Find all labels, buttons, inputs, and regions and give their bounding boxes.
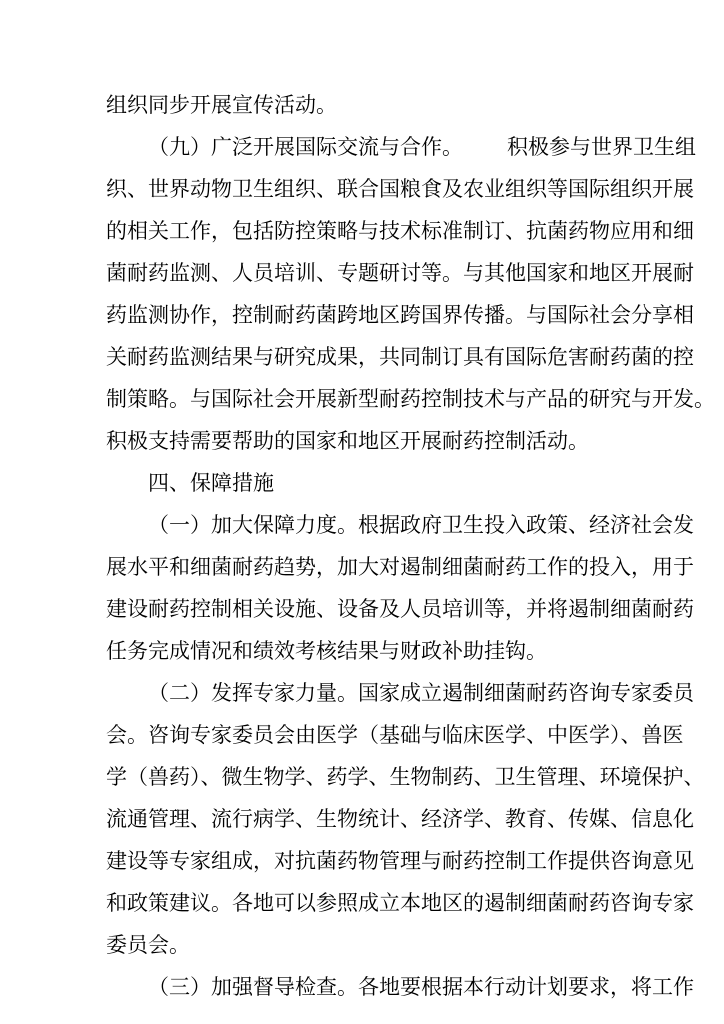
text-line: 学（兽药）、微生物学、药学、生物制药、卫生管理、环境保护、	[106, 765, 705, 789]
text-line: 建设耐药控制相关设施、设备及人员培训等，并将遏制细菌耐药	[106, 597, 694, 621]
text-segment: 积极参与世界卫生组	[507, 135, 696, 159]
text-line: 建设等专家组成，对抗菌药物管理与耐药控制工作提供咨询意见	[106, 849, 694, 873]
text-line: （三）加强督导检查。各地要根据本行动计划要求，将工作	[148, 975, 694, 999]
text-line: 积极支持需要帮助的国家和地区开展耐药控制活动。	[106, 429, 589, 453]
text-line: 关耐药监测结果与研究成果，共同制订具有国际危害耐药菌的控	[106, 345, 694, 369]
text-line: 任务完成情况和绩效考核结果与财政补助挂钩。	[106, 639, 547, 663]
text-line: 制策略。与国际社会开展新型耐药控制技术与产品的研究与开发。	[106, 387, 715, 411]
text-line	[148, 130, 696, 164]
text-line: 展水平和细菌耐药趋势，加大对遏制细菌耐药工作的投入，用于	[106, 555, 694, 579]
text-line: （二）发挥专家力量。国家成立遏制细菌耐药咨询专家委员	[148, 681, 694, 705]
text-line: 和政策建议。各地可以参照成立本地区的遏制细菌耐药咨询专家	[106, 891, 694, 915]
text-line: 药监测协作，控制耐药菌跨地区跨国界传播。与国际社会分享相	[106, 303, 694, 327]
text-line: （一）加大保障力度。根据政府卫生投入政策、经济社会发	[148, 513, 694, 537]
section-heading-nine: （九）广泛开展国际交流与合作。	[148, 135, 463, 159]
text-line: 织、世界动物卫生组织、联合国粮食及农业组织等国际组织开展	[106, 177, 694, 201]
text-line: 流通管理、流行病学、生物统计、经济学、教育、传媒、信息化	[106, 807, 694, 831]
text-line: 组织同步开展宣传活动。	[106, 93, 337, 117]
text-line: 委员会。	[106, 933, 190, 957]
text-line: 的相关工作，包括防控策略与技术标准制订、抗菌药物应用和细	[106, 219, 694, 243]
text-line: 会。咨询专家委员会由医学（基础与临床医学、中医学）、兽医	[106, 723, 684, 747]
section-heading: 四、保障措施	[148, 471, 274, 495]
text-line: 菌耐药监测、人员培训、专题研讨等。与其他国家和地区开展耐	[106, 261, 694, 285]
